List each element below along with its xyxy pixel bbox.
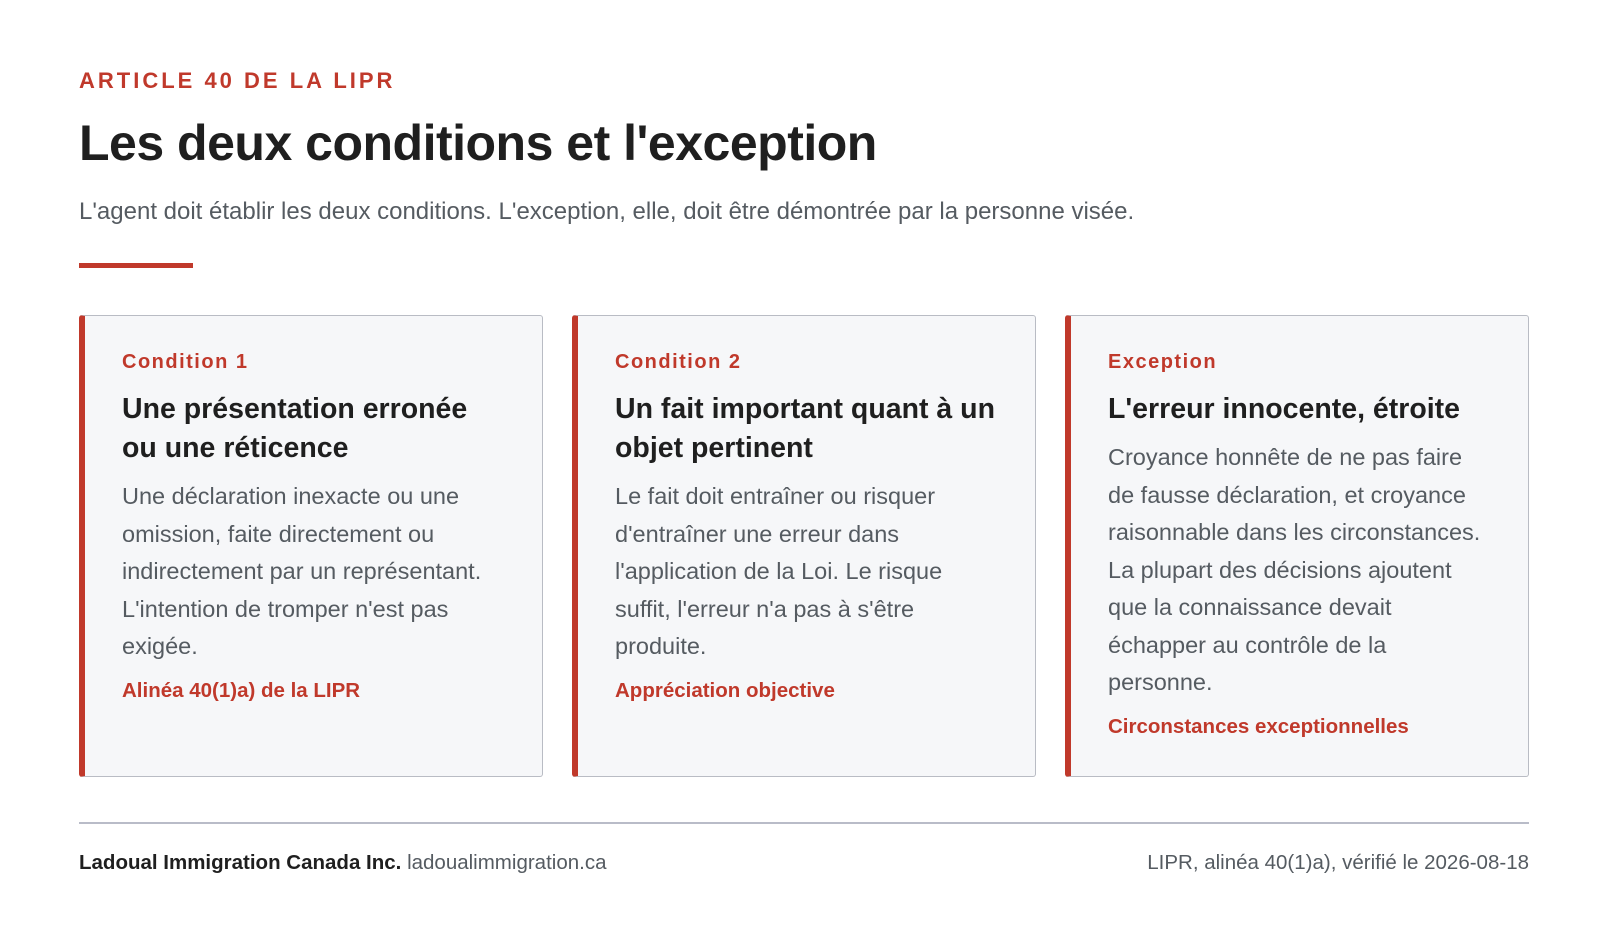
card-kicker: Condition 2 <box>615 351 742 373</box>
page <box>79 0 1529 942</box>
eyebrow-label: ARTICLE 40 DE LA LIPR <box>79 68 396 93</box>
card-reference: Circonstances exceptionnelles <box>1108 714 1409 738</box>
page-title: Les deux conditions et l'exception <box>79 115 877 171</box>
website-link[interactable]: ladoualimmigration.ca <box>407 851 607 874</box>
page-subtitle: L'agent doit établir les deux conditions. L'exception, elle, doit être démontrée par la personne visée. <box>79 198 1135 225</box>
card-kicker: Condition 1 <box>122 351 249 373</box>
footer-source: LIPR, alinéa 40(1)a), vérifié le 2026-08-18 <box>1147 851 1529 874</box>
card-reference: Alinéa 40(1)a) de la LIPR <box>122 678 361 702</box>
footer-divider <box>79 822 1529 824</box>
card-condition-2 <box>572 315 1036 777</box>
card-body: Le fait doit entraîner ou risquer d'entraîner une erreur dans l'application de la Loi. Le risque suffit, l'erreur n'a pas à s'être produite. <box>615 483 943 659</box>
accent-divider <box>79 263 193 268</box>
card-kicker: Exception <box>1108 351 1218 373</box>
card-heading: Un fait important quant à un objet pertinent <box>615 393 995 464</box>
card-body: Une déclaration inexacte ou une omission, faite directement ou indirectement par un représentant. L'intention de tromper n'est pas exigée. <box>122 483 482 659</box>
cards-row <box>79 315 1529 777</box>
card-exception <box>1065 315 1529 777</box>
card-body: Croyance honnête de ne pas faire de fausse déclaration, et croyance raisonnable dans les circonstances. La plupart des décisions ajoutent que la connaissance devait échapper au contrôle de la personne. <box>1108 444 1481 695</box>
card-heading: L'erreur innocente, étroite <box>1108 393 1461 425</box>
card-condition-1 <box>79 315 543 777</box>
card-heading: Une présentation erronée ou une réticence <box>122 393 468 464</box>
company-name: Ladoual Immigration Canada Inc. <box>79 851 402 874</box>
card-reference: Appréciation objective <box>615 678 835 702</box>
footer-brand <box>79 851 606 875</box>
